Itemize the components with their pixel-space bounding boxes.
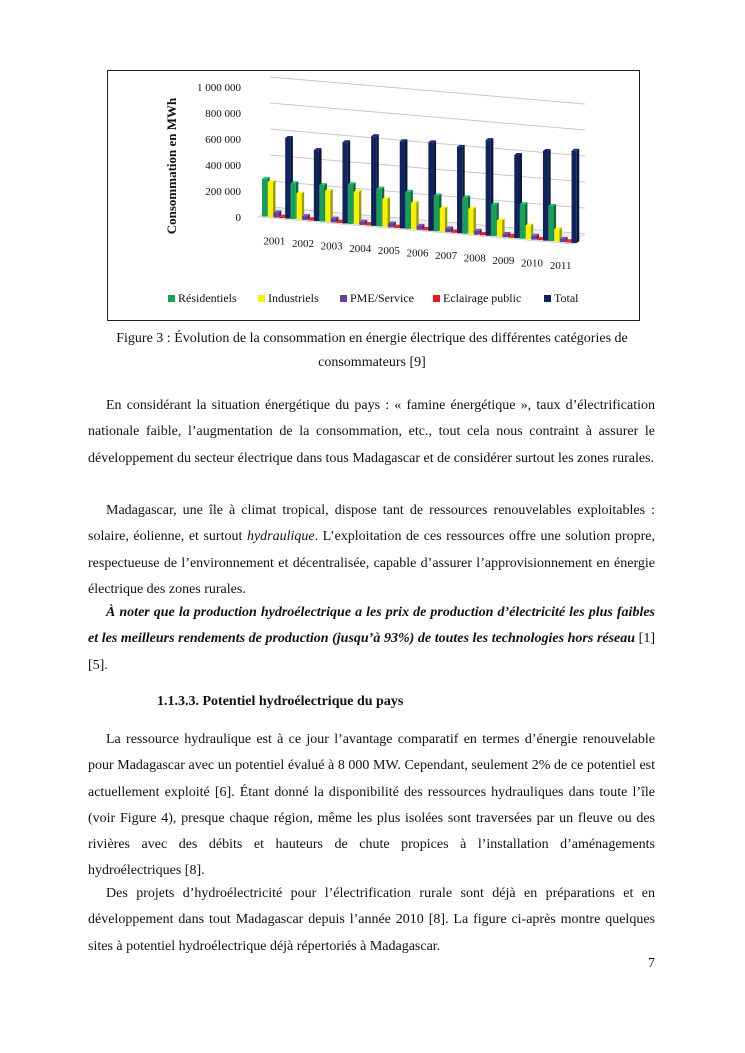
bar-eclairage-public-2008 [480, 234, 485, 235]
paragraph-2 [88, 498, 655, 603]
bar-industriels-2002 [296, 194, 301, 220]
y-tick-label: 200 000 [205, 186, 241, 198]
bar-eclairage-public-2003 [337, 222, 342, 223]
bar-industriels-2001 [268, 182, 273, 217]
bar-industriels-2005 [382, 199, 387, 227]
legend-label: PME/Service [350, 291, 414, 305]
x-tick-label: 2005 [377, 245, 400, 258]
bar-pme-service-2002 [302, 216, 307, 220]
bar-industriels-2011 [554, 229, 559, 241]
bar-r-sidentiels-2005 [377, 189, 382, 227]
gridline [270, 77, 585, 104]
bar-total-2002 [314, 150, 319, 221]
bar-pme-service-2001 [274, 212, 279, 217]
bar-industriels-2006 [411, 203, 416, 230]
bar-eclairage-public-2005 [394, 227, 399, 228]
paragraph-2-start: Madagascar, une île à climat tropical, dispose tant de ressources renouvelables exploitables : solaire, éolienne, et surtout [88, 503, 655, 545]
x-tick-label: 2002 [291, 237, 314, 250]
bar-r-sidentiels-2003 [319, 185, 324, 221]
paragraph-3-refs: [1][5]. [88, 631, 655, 673]
y-axis-title: Consommation en MWh [164, 97, 179, 235]
bar-r-sidentiels-2008 [462, 197, 467, 233]
bar-r-sidentiels-2011 [548, 206, 553, 241]
bar-eclairage-public-2007 [451, 231, 456, 232]
consumption-chart [108, 71, 639, 320]
bar-total-2007 [457, 147, 462, 233]
bar-industriels-2007 [440, 208, 445, 231]
bar-pme-service-2004 [360, 222, 365, 225]
legend-label: Industriels [268, 291, 319, 305]
paragraph-2-emphasis: hydraulique [246, 529, 315, 545]
bar-industriels-2010 [526, 226, 531, 240]
paragraph-3-highlight: À noter que la production hydroélectrique a les prix de production d’électricité les plus faibles et les meilleurs rendements de production (jusqu’à 93%) de toutes les technologies hors réseau [88, 605, 655, 647]
bar-pme-service-2005 [388, 223, 393, 227]
y-tick-label: 0 [235, 212, 241, 224]
bar-total-2011 [572, 151, 577, 243]
bar-pme-service-2003 [331, 219, 336, 223]
bar-r-sidentiels-2009 [491, 204, 496, 236]
paragraph-5: Des projets d’hydroélectricité pour l’électrification rurale sont déjà en préparations et en développement dans tout Madagascar depuis l’année 2010 [8]. La figure ci-après montre quelques sites à potentiel hydroélectrique déjà répertoriés à Madagascar. [88, 886, 655, 954]
bar-pme-service-2011 [560, 239, 565, 242]
bar-pme-service-2006 [417, 226, 422, 230]
figure-caption [88, 327, 656, 375]
chart-frame [107, 70, 640, 321]
bar-eclairage-public-2002 [308, 219, 313, 220]
bar-r-sidentiels-2002 [291, 183, 296, 219]
x-tick-label: 2004 [349, 242, 372, 255]
bar-r-sidentiels-2007 [434, 196, 439, 232]
legend-swatch [544, 295, 551, 302]
bar-r-sidentiels-2001 [262, 179, 267, 217]
bar-pme-service-2007 [445, 228, 450, 232]
gridline [270, 103, 585, 130]
bar-total-2008 [486, 140, 491, 236]
legend-swatch [340, 295, 347, 302]
page-number: 7 [648, 956, 655, 971]
bar-side [330, 189, 333, 222]
bar-total-2006 [428, 142, 433, 230]
x-tick-label: 2001 [263, 235, 286, 248]
bar-pme-service-2009 [503, 234, 508, 237]
x-tick-label: 2010 [521, 257, 544, 270]
paragraph-1: En considérant la situation énergétique du pays : « famine énergétique », taux d’électrification nationale faible, l’augmentation de la consommation, etc., tout cela nous contraint à assurer le développement du secteur électrique dans tous Madagascar et de considérer surtout les zones rurales. [88, 398, 655, 466]
x-tick-label: 2011 [549, 259, 572, 272]
bar-eclairage-public-2009 [508, 236, 513, 238]
section-heading: 1.1.3.3. Potentiel hydroélectrique du pays [157, 694, 404, 709]
legend-label: Total [554, 291, 579, 305]
bar-total-2009 [514, 155, 519, 238]
bar-industriels-2003 [325, 191, 330, 222]
bar-eclairage-public-2001 [279, 217, 284, 218]
y-tick-label: 1 000 000 [197, 82, 241, 94]
bar-r-sidentiels-2006 [405, 192, 410, 229]
bar-eclairage-public-2011 [566, 241, 571, 242]
bar-total-2003 [342, 142, 347, 223]
x-tick-label: 2007 [435, 250, 458, 263]
bar-total-2010 [543, 151, 548, 241]
bar-side [577, 149, 580, 243]
x-tick-label: 2009 [492, 255, 515, 268]
paragraph-3 [88, 600, 655, 679]
bar-pme-service-2008 [474, 231, 479, 235]
x-tick-label: 2008 [463, 252, 486, 265]
legend-swatch [258, 295, 265, 302]
legend-label: Eclairage public [443, 291, 522, 305]
legend-label: Résidentiels [178, 291, 237, 305]
bar-eclairage-public-2004 [365, 224, 370, 225]
x-tick-label: 2003 [320, 240, 343, 253]
bar-industriels-2008 [468, 209, 473, 234]
bar-r-sidentiels-2004 [348, 184, 353, 224]
bar-total-2001 [285, 138, 290, 219]
paragraph-4: La ressource hydraulique est à ce jour l’avantage comparatif en termes d’énergie renouvelable pour Madagascar avec un potentiel évalué à 8 000 MW. Cependant, seulement 2% de ce potentiel est actuellement exploité [6]. Étant donné la disponibilité des ressources hydrauliques dans toute l’île (voir Figure 4), presque chaque région, même les plus isolées sont traversées par un fleuve ou des rivières avec des débits et hauteurs de chute propices à l’installation d’aménagements hydroélectriques [8]. [88, 732, 655, 879]
bar-total-2005 [400, 141, 405, 228]
y-tick-label: 800 000 [205, 108, 241, 120]
y-tick-label: 400 000 [205, 160, 241, 172]
legend-swatch [433, 295, 440, 302]
bar-side [359, 190, 362, 225]
bar-industriels-2004 [354, 192, 359, 225]
bar-industriels-2009 [497, 220, 502, 236]
bar-total-2004 [371, 136, 376, 226]
bar-eclairage-public-2010 [537, 239, 542, 240]
legend-swatch [168, 295, 175, 302]
figure-caption-line1: Figure 3 : Évolution de la consommation en énergie électrique des différentes catégories de [116, 331, 628, 346]
bar-r-sidentiels-2010 [520, 204, 525, 238]
paragraph-2-end: . L’exploitation de ces ressources offre une solution propre, respectueuse de l’environnement et décentralisée, capable d’assurer l’approvisionnement en énergie électrique des zones rurales. [88, 529, 656, 597]
figure-caption-line2: consommateurs [9] [318, 355, 426, 370]
bar-eclairage-public-2006 [423, 229, 428, 230]
x-tick-label: 2006 [406, 247, 429, 260]
bar-pme-service-2010 [531, 236, 536, 240]
y-tick-label: 600 000 [205, 134, 241, 146]
